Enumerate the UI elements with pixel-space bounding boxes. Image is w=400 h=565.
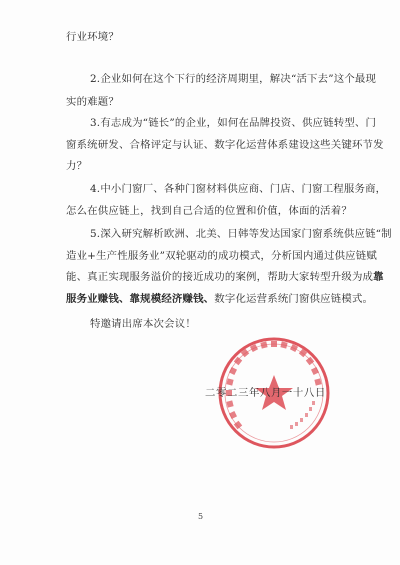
text-line: 造业+生产性服务业”双轮驱动的成功模式，分析国内通过供应链赋 xyxy=(66,250,377,262)
closing-line: 特邀请出席本次会议！ xyxy=(90,318,196,330)
text-segment: 能、真正实现服务溢价的接近成功的案例，帮助大家转型升级为成 xyxy=(66,271,374,283)
text-line: 怎么在供应链上，找到自己合适的位置和价值，体面的活着？ xyxy=(66,205,352,217)
text-line: 力？ xyxy=(66,160,88,172)
text-line: 2.企业如何在这个下行的经济周期里，解决“活下去”这个最现 xyxy=(90,73,377,85)
text-line: 5.深入研究解析欧洲、北美、日韩等发达国家门窗系统供应链“制 xyxy=(90,228,392,240)
text-line xyxy=(66,293,373,306)
bold-text: 靠 xyxy=(373,271,384,283)
text-segment: 数字化运营系统门窗供应链模式。 xyxy=(214,293,374,305)
text-line: 窗系统研发、合格评定与认证、数字化运营体系建设这些关键环节发 xyxy=(66,139,384,151)
text-line: 4.中小门窗厂、各种门窗材料供应商、门店、门窗工程服务商， xyxy=(90,183,387,195)
bold-text: 服务业赚钱、靠规模经济赚钱、 xyxy=(66,293,215,305)
text-line: 实的难题？ xyxy=(66,96,119,108)
document-date: 二零二三年八月一十八日 xyxy=(205,387,326,399)
text-line xyxy=(66,271,384,284)
page-number: 5 xyxy=(198,512,204,521)
text-line: 行业环境？ xyxy=(66,31,119,43)
text-line: 3.有志成为“链长”的企业，如何在品牌投资、供应链转型、门 xyxy=(90,117,377,129)
